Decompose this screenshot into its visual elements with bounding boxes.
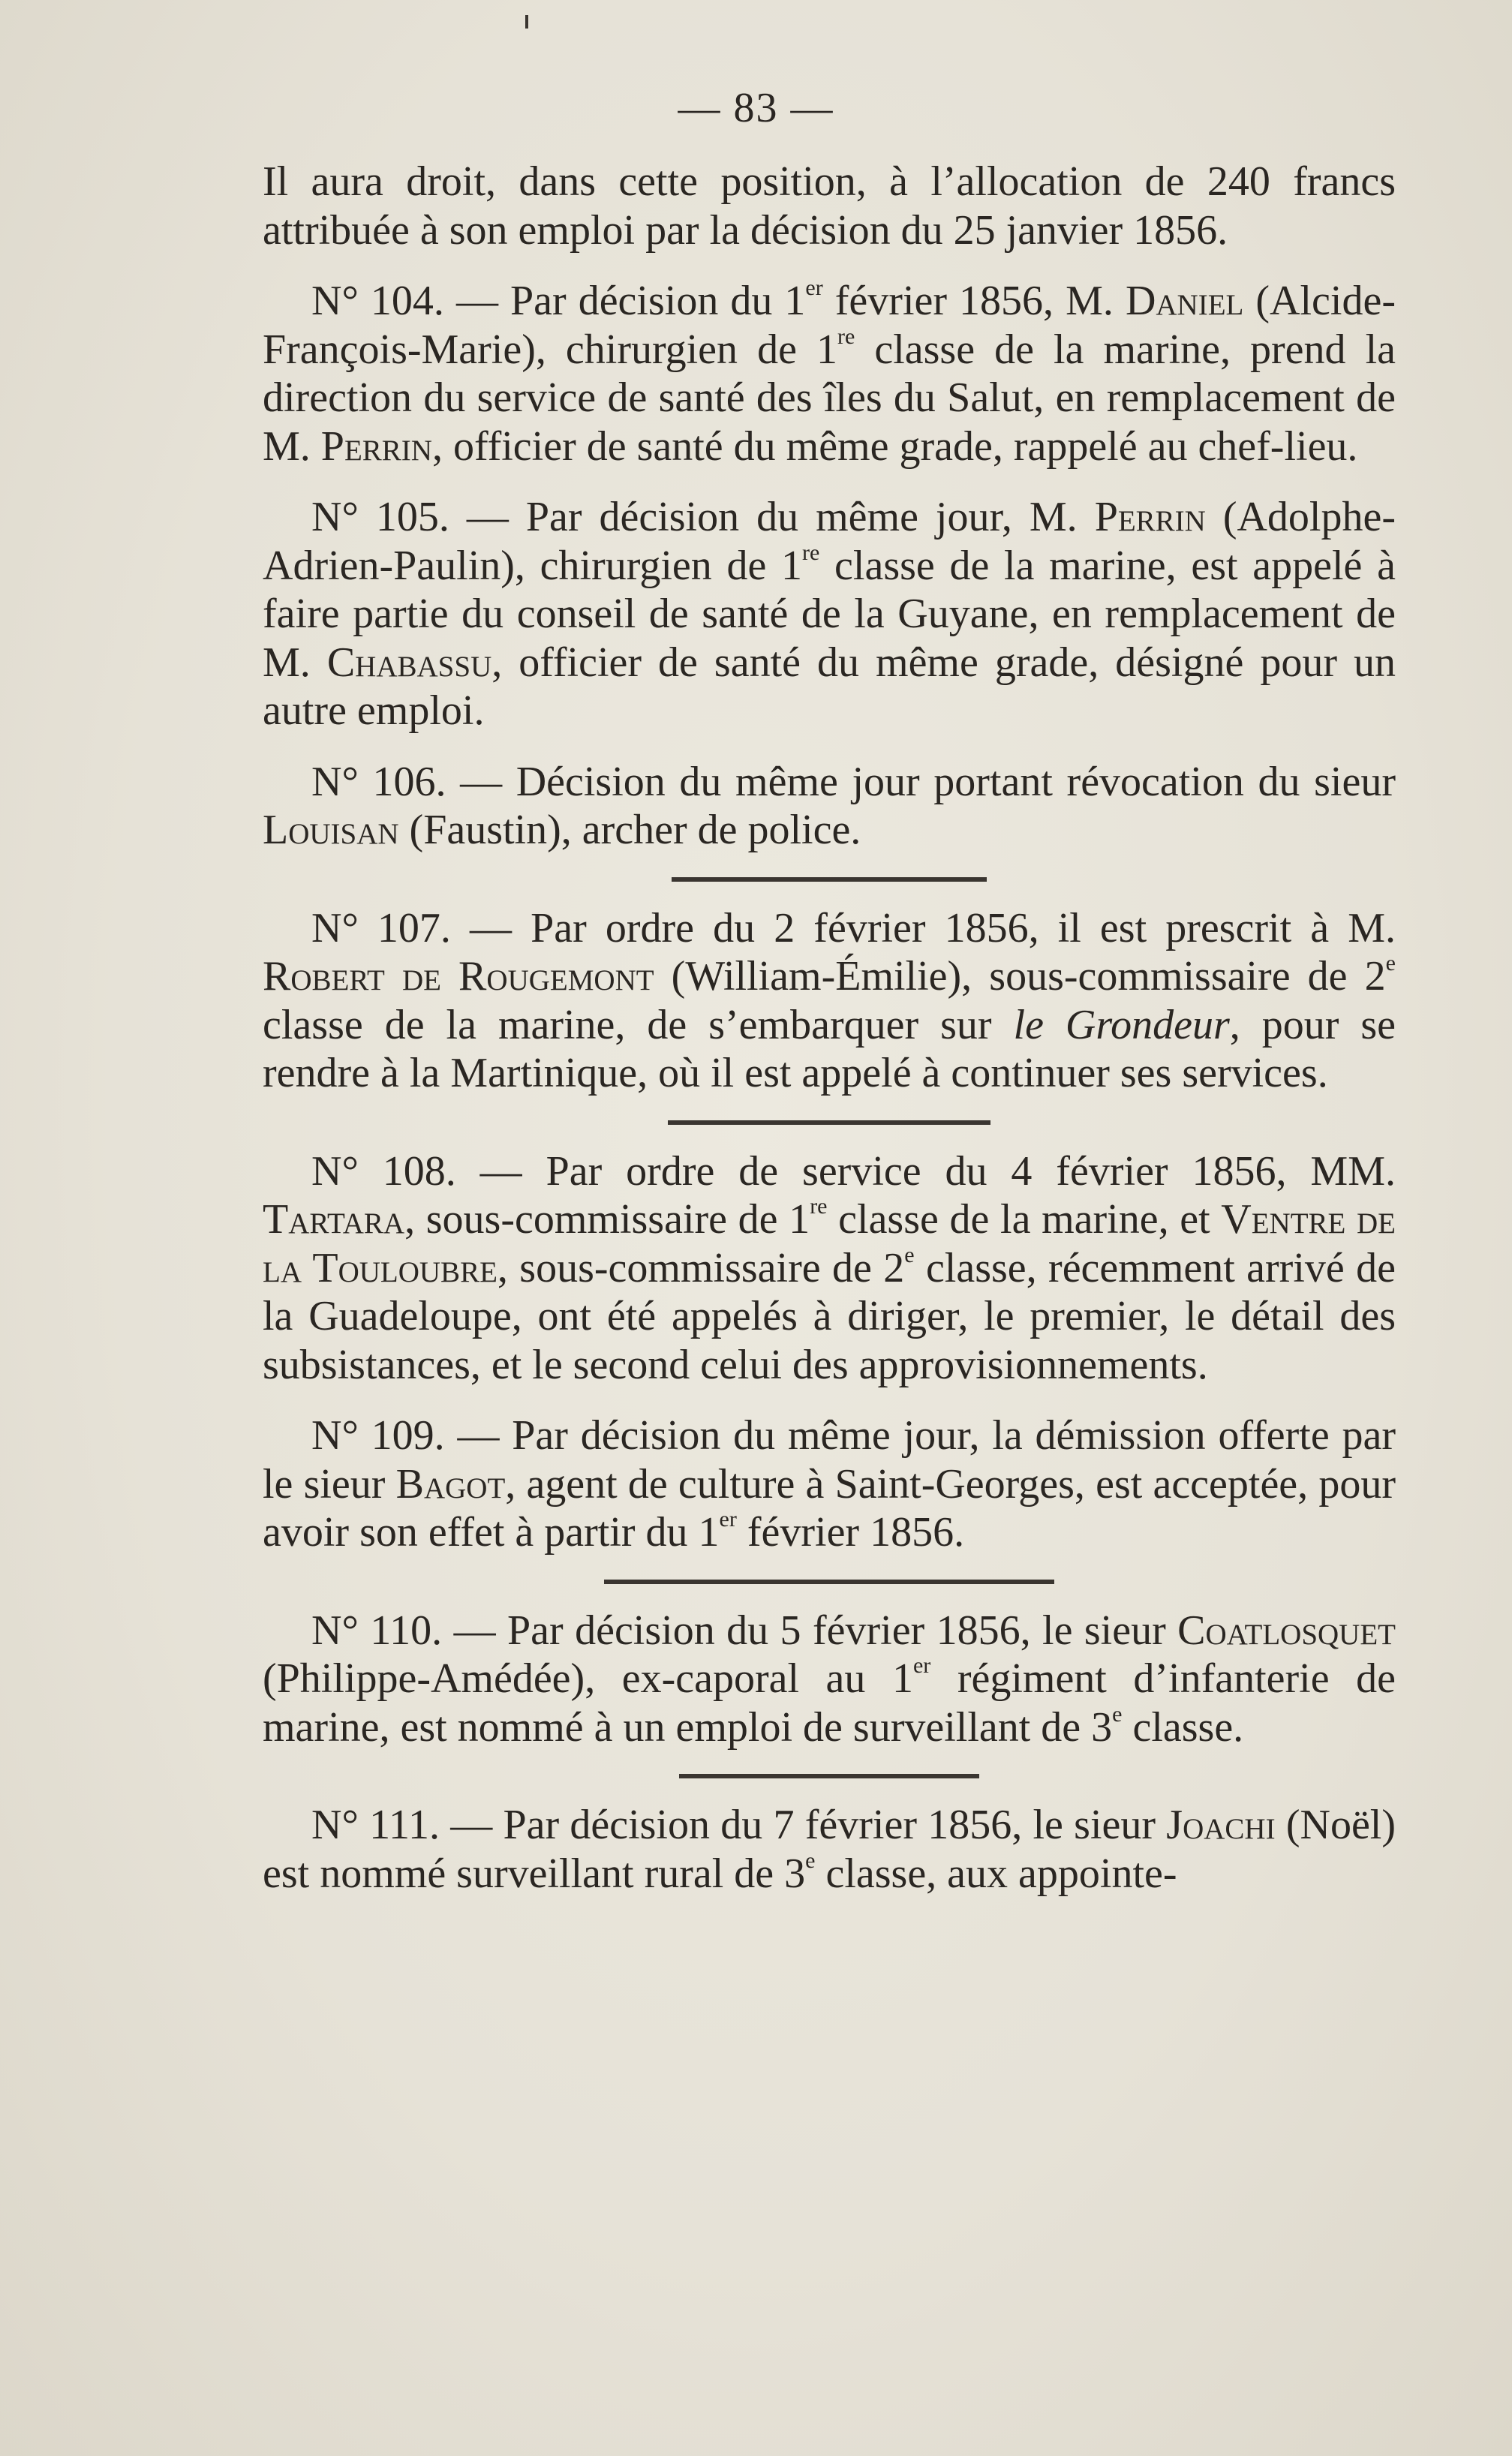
text-run: N° 104. — Par décision du 1 bbox=[311, 278, 806, 324]
text-run: , agent de culture à Saint-Georges, est acceptée, pour avoir son effet à partir du 1 bbox=[263, 1460, 1396, 1556]
text-run: régiment d’infanterie de marine, est nommé à un emploi de surveillant de 3 bbox=[263, 1655, 1396, 1751]
text-run: , sous-commissaire de 2 bbox=[497, 1244, 905, 1291]
superscript: re bbox=[810, 1194, 828, 1219]
text-run: N° 109. — Par décision du même jour, la démission offerte par le sieur bbox=[263, 1412, 1396, 1508]
page-number: — 83 — bbox=[678, 85, 834, 131]
paragraph-n111 bbox=[263, 1801, 1396, 1898]
text-run: , officier de santé du même grade, rappelé au chef-lieu. bbox=[431, 422, 1358, 470]
paragraph-spacer bbox=[263, 470, 1396, 493]
ink-mark bbox=[525, 15, 528, 29]
text-run: février 1856, M. bbox=[822, 278, 1126, 324]
paragraph-n107 bbox=[263, 904, 1396, 1098]
text-run: classe. bbox=[1122, 1703, 1244, 1751]
superscript: er bbox=[912, 1653, 931, 1678]
spacer bbox=[263, 855, 1396, 877]
person-name: Perrin bbox=[1094, 494, 1206, 540]
text-run: Il aura droit, dans cette position, à l’allocation de 240 francs attribuée à son emploi par la décision du 25 janvier 1856. bbox=[263, 158, 1396, 254]
paragraph-spacer bbox=[263, 735, 1396, 758]
paragraph-n108 bbox=[263, 1147, 1396, 1390]
text-run: classe de la marine, et bbox=[827, 1196, 1222, 1243]
text-run: N° 111. — Par décision du 7 février 1856, le sieur bbox=[311, 1802, 1167, 1848]
paragraph-intro bbox=[263, 158, 1396, 254]
superscript: e bbox=[904, 1242, 915, 1267]
text-run: , sous-commissaire de 1 bbox=[404, 1196, 810, 1243]
superscript: re bbox=[837, 323, 855, 349]
spacer bbox=[263, 1584, 1396, 1607]
paragraph-n109 bbox=[263, 1411, 1396, 1557]
spacer bbox=[263, 1778, 1396, 1801]
text-run: classe, récemment arrivé de la Guadeloupe, ont été appelés à diriger, le premier, le détail des subsistances, et le second celui des approvisionnements. bbox=[263, 1244, 1396, 1388]
spacer bbox=[263, 1125, 1396, 1147]
paragraph-n104 bbox=[263, 277, 1396, 470]
paragraph-n110 bbox=[263, 1607, 1396, 1752]
text-run: classe, aux appointe- bbox=[815, 1850, 1177, 1897]
text-run: , pour se rendre à la Martinique, où il est appelé à continuer ses services. bbox=[263, 1001, 1396, 1096]
spacer bbox=[263, 882, 1396, 904]
text-run: (Faustin), archer de police. bbox=[398, 807, 861, 853]
text-run: (William-Émilie), sous-commissaire de 2 bbox=[654, 953, 1386, 1000]
person-name: Louisan bbox=[263, 807, 399, 853]
text-run: (Philippe-Amédée), ex-caporal au 1 bbox=[263, 1655, 913, 1702]
person-name: Ventre de la Touloubre bbox=[263, 1196, 1396, 1291]
text-run: N° 108. — Par ordre de service du 4 février 1856, MM. bbox=[311, 1147, 1396, 1195]
text-run: (Alcide-François-Marie), chirurgien de 1 bbox=[263, 278, 1396, 373]
ship-name: le Grondeur bbox=[1013, 1001, 1230, 1048]
paragraph-n106 bbox=[263, 758, 1396, 855]
text-run: N° 110. — Par décision du 5 février 1856, le sieur bbox=[311, 1607, 1178, 1654]
person-name: Perrin bbox=[320, 422, 432, 470]
text-run: , officier de santé du même grade, désigné pour un autre emploi. bbox=[263, 639, 1396, 734]
text-run: N° 107. — Par ordre du 2 février 1856, il est prescrit à M. bbox=[311, 904, 1396, 951]
spacer bbox=[263, 1751, 1396, 1774]
superscript: e bbox=[1112, 1701, 1123, 1727]
superscript: e bbox=[1385, 951, 1396, 975]
text-run: classe de la marine, est appelé à faire partie du conseil de santé de la Guyane, en remplacement de M. bbox=[263, 542, 1396, 686]
superscript: e bbox=[805, 1847, 816, 1873]
text-run: N° 106. — Décision du même jour portant révocation du sieur bbox=[311, 758, 1396, 805]
text-run: février 1856. bbox=[736, 1509, 965, 1556]
person-name: Coatlosquet bbox=[1177, 1607, 1396, 1654]
superscript: er bbox=[719, 1507, 737, 1532]
paragraph-spacer bbox=[263, 254, 1396, 277]
text-run: (Noël) est nommé surveillant rural de 3 bbox=[263, 1802, 1396, 1897]
paragraph-n105 bbox=[263, 493, 1396, 735]
spacer bbox=[263, 1557, 1396, 1580]
spacer bbox=[263, 1098, 1396, 1120]
text-run: classe de la marine, de s’embarquer sur bbox=[263, 1001, 1014, 1048]
text-column bbox=[263, 158, 1396, 1898]
person-name: Bagot bbox=[395, 1460, 506, 1508]
person-name: Joachi bbox=[1166, 1802, 1276, 1848]
paragraph-spacer bbox=[263, 1389, 1396, 1411]
text-run: N° 105. — Par décision du même jour, M. bbox=[311, 494, 1095, 540]
text-run: (Adolphe-Adrien-Paulin), chirurgien de 1 bbox=[263, 494, 1396, 589]
superscript: er bbox=[805, 275, 823, 300]
person-name: Daniel bbox=[1125, 278, 1244, 324]
text-run: classe de la marine, prend la direction du service de santé des îles du Salut, en remplacement de M. bbox=[263, 326, 1396, 470]
person-name: Tartara bbox=[263, 1196, 405, 1243]
person-name: Chabassu bbox=[326, 639, 492, 686]
person-name: Robert de Rougemont bbox=[263, 953, 654, 1000]
superscript: re bbox=[802, 540, 820, 565]
